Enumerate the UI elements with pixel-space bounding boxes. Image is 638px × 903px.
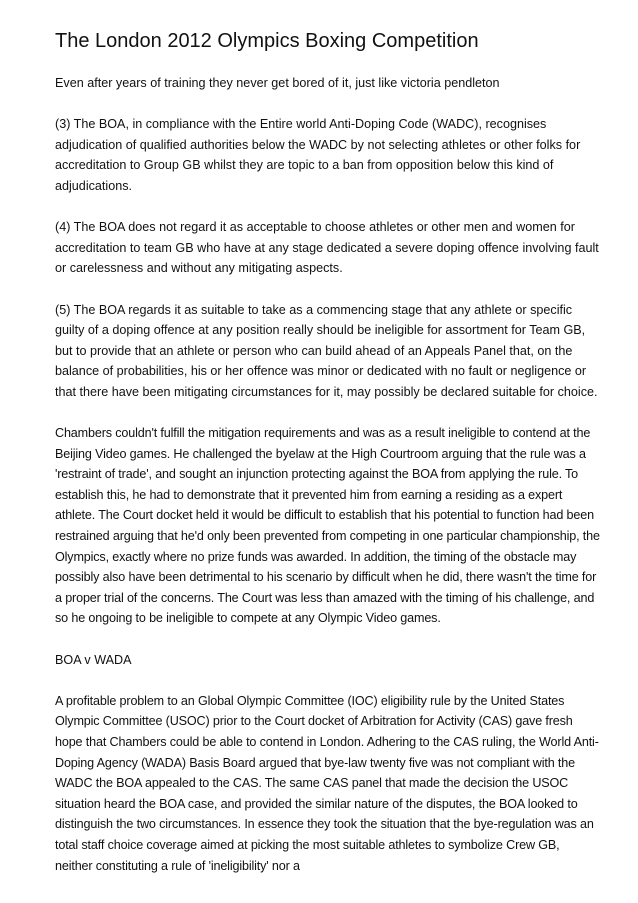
paragraph-5: (5) The BOA regards it as suitable to take as a commencing stage that any athlete or specific guilty of a doping offence at any position really should be ineligible for assortment for Team GB, but to provide that an athlete or person who can build ahead of an Appeals Panel that, on the balance of probabilities, his or her offence was minor or dedicated with no fault or negligence or that there have been mitigating circumstances for it, may possibly be declared suitable for choice. [55,302,598,399]
paragraph-4: (4) The BOA does not regard it as acceptable to choose athletes or other men and women for accreditation to team GB who have at any stage dedicated a severe doping offence involving fault or carelessness and without any mitigating aspects. [55,220,599,276]
document-page [55,28,600,897]
page-title: The London 2012 Olympics Boxing Competition [55,30,479,52]
paragraph-intro: Even after years of training they never get bored of it, just like victoria pendleton [55,76,500,90]
paragraph-boa-v-wada: A profitable problem to an Global Olympic Committee (IOC) eligibility rule by the United States Olympic Committee (USOC) prior to the Court docket of Arbitration for Activity (CAS) gave fresh hope that Chambers could be able to contend in London. Adhering to the CAS ruling, the World Anti-Doping Agency (WADA) Basis Board argued that bye-law twenty five was not compliant with the WADC the BOA appealed to the CAS. The same CAS panel that made the decision the USOC situation heard the BOA case, and provided the similar nature of the disputes, the BOA looked to distinguish the two circumstances. In essence they took the situation that the bye-regulation was an total staff choice coverage aimed at picking the most suitable athletes to symbolize Crew GB, neither constituting a rule of 'ineligibility' nor a [55,693,599,873]
paragraph-chambers: Chambers couldn't fulfill the mitigation requirements and was as a result ineligible to contend at the Beijing Video games. He challenged the byelaw at the High Courtroom arguing that the rule was a 'restraint of trade', and sought an injunction protecting against the BOA from applying the rule. To establish this, he had to demonstrate that it prevented him from earning a residing as a expert athlete. The Court docket held it would be difficult to establish that his potential to function had been restrained arguing that he'd only been prevented from competing in one particular championship, the Olympics, exactly where no prize funds was awarded. In addition, the timing of the obstacle may possibly also have been detrimental to his scenario by difficult when he did, there wasn't the time for a proper trial of the concerns. The Court was less than amazed with the timing of his challenge, and so he ongoing to be ineligible to compete at any Olympic Video games. [55,426,600,626]
paragraph-3: (3) The BOA, in compliance with the Entire world Anti-Doping Code (WADC), recognises adjudication of qualified authorities below the WADC by not selecting athletes or other folks for accreditation to Group GB whilst they are topic to a ban from opposition below this kind of adjudications. [55,117,581,193]
section-heading-boa-v-wada: BOA v WADA [55,652,132,667]
